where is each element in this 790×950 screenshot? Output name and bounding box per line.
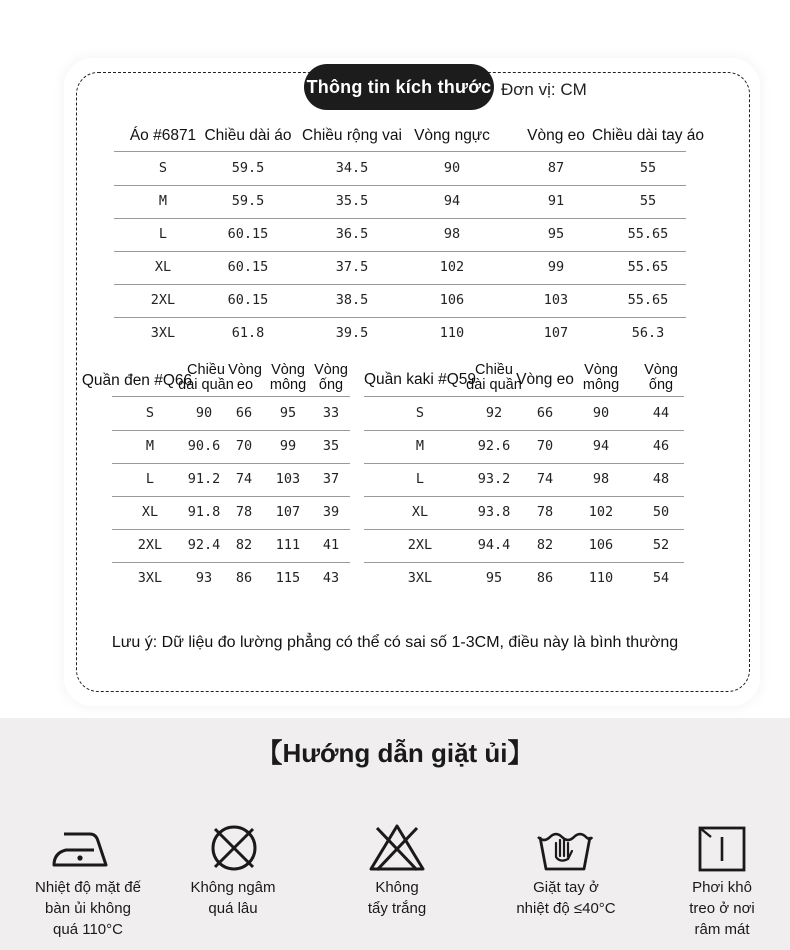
khaki-pants-cell: 2XL (407, 537, 433, 553)
care-title: 【Hướng dẫn giặt ủi】 (256, 738, 534, 768)
shirt-row-divider (114, 251, 686, 252)
shirt-cell: 38.5 (335, 292, 369, 308)
black-pants-cell: 3XL (137, 570, 163, 586)
shirt-cell: L (158, 226, 168, 242)
iron-110-icon (50, 825, 110, 873)
black-pants-cell: 35 (322, 438, 340, 454)
shirt-cell: 55 (639, 160, 657, 176)
shirt-cell: 37.5 (335, 259, 369, 275)
shirt-cell: M (158, 193, 168, 209)
khaki-pants-cell: 93.8 (477, 504, 511, 520)
khaki-pants-header-2: Vòng eo (516, 371, 574, 388)
shirt-cell: 94 (443, 193, 461, 209)
shirt-header-4: Vòng eo (527, 127, 585, 144)
shirt-header-divider (114, 151, 686, 152)
shirt-cell: XL (154, 259, 172, 275)
shirt-header-5: Chiều dài tay áo (591, 127, 705, 144)
care-label-iron-110: Nhiệt độ mặt đế bàn ủi không quá 110°C (35, 879, 141, 938)
khaki-pants-cell: 90 (592, 405, 610, 421)
black-pants-row-divider (112, 562, 350, 563)
care-label-hand-wash-40: Giặt tay ở nhiệt độ ≤40°C (516, 879, 616, 917)
black-pants-cell: L (145, 471, 155, 487)
black-pants-cell: 39 (322, 504, 340, 520)
shirt-cell: 55.65 (627, 292, 669, 308)
khaki-pants-cell: 46 (652, 438, 670, 454)
khaki-pants-cell: 66 (536, 405, 554, 421)
khaki-pants-cell: 92.6 (477, 438, 511, 454)
do-not-bleach-icon (367, 822, 427, 874)
black-pants-header-2: Vòng eo (228, 362, 262, 393)
measurement-note: Lưu ý: Dữ liệu đo lường phẳng có thể có sai số 1-3CM, điều này là bình thường (111, 634, 679, 651)
shirt-cell: 56.3 (631, 325, 665, 341)
shirt-header-1: Chiều dài áo (204, 127, 292, 144)
shirt-cell: 61.8 (231, 325, 265, 341)
khaki-pants-cell: 44 (652, 405, 670, 421)
khaki-pants-cell: 74 (536, 471, 554, 487)
shirt-cell: 2XL (150, 292, 176, 308)
black-pants-row-divider (112, 430, 350, 431)
shirt-cell: 60.15 (227, 226, 269, 242)
khaki-pants-cell: 93.2 (477, 471, 511, 487)
khaki-pants-header-0: Quần kaki #Q59 (363, 371, 476, 388)
black-pants-cell: 37 (322, 471, 340, 487)
size-info-title: Thông tin kích thước (304, 64, 494, 110)
black-pants-cell: 90.6 (187, 438, 221, 454)
shirt-cell: 98 (443, 226, 461, 242)
care-label-do-not-bleach: Không tẩy trắng (367, 879, 427, 917)
shirt-cell: 34.5 (335, 160, 369, 176)
care-label-do-not-soak: Không ngâm quá lâu (190, 879, 276, 917)
shirt-cell: 110 (439, 325, 465, 341)
black-pants-cell: 86 (235, 570, 253, 586)
black-pants-cell: 90 (195, 405, 213, 421)
khaki-pants-cell: 52 (652, 537, 670, 553)
khaki-pants-cell: 106 (588, 537, 614, 553)
black-pants-cell: XL (141, 504, 159, 520)
black-pants-cell: 95 (279, 405, 297, 421)
shirt-cell: 35.5 (335, 193, 369, 209)
care-label-line-dry-shade: Phơi khô treo ở nơi râm mát (689, 879, 755, 938)
black-pants-cell: 91.8 (187, 504, 221, 520)
khaki-pants-header-1: Chiều dài quần (466, 362, 522, 393)
khaki-pants-cell: 50 (652, 504, 670, 520)
shirt-cell: 102 (439, 259, 465, 275)
shirt-row-divider (114, 284, 686, 285)
shirt-cell: 55 (639, 193, 657, 209)
black-pants-cell: M (145, 438, 155, 454)
khaki-pants-cell: 54 (652, 570, 670, 586)
khaki-pants-row-divider (364, 529, 684, 530)
shirt-header-2: Chiều rộng vai (302, 127, 402, 144)
khaki-pants-cell: 70 (536, 438, 554, 454)
black-pants-cell: 92.4 (187, 537, 221, 553)
khaki-pants-cell: 98 (592, 471, 610, 487)
shirt-cell: 60.15 (227, 259, 269, 275)
shirt-cell: 36.5 (335, 226, 369, 242)
black-pants-cell: 107 (275, 504, 301, 520)
black-pants-header-1: Chiều dài quần (178, 362, 234, 393)
khaki-pants-row-divider (364, 496, 684, 497)
black-pants-cell: 82 (235, 537, 253, 553)
shirt-cell: 59.5 (231, 160, 265, 176)
khaki-pants-cell: XL (411, 504, 429, 520)
khaki-pants-cell: 3XL (407, 570, 433, 586)
black-pants-header-3: Vòng mông (269, 362, 307, 393)
khaki-pants-row-divider (364, 463, 684, 464)
khaki-pants-header-divider (364, 396, 684, 397)
black-pants-cell: 115 (275, 570, 301, 586)
black-pants-cell: 66 (235, 405, 253, 421)
shirt-cell: 90 (443, 160, 461, 176)
shirt-cell: 91 (547, 193, 565, 209)
black-pants-cell: 33 (322, 405, 340, 421)
shirt-cell: 55.65 (627, 259, 669, 275)
black-pants-cell: S (145, 405, 155, 421)
shirt-cell: 3XL (150, 325, 176, 341)
khaki-pants-cell: 82 (536, 537, 554, 553)
black-pants-cell: 41 (322, 537, 340, 553)
hand-wash-40-icon (534, 823, 596, 873)
shirt-header-3: Vòng ngực (414, 127, 490, 144)
black-pants-row-divider (112, 529, 350, 530)
black-pants-header-4: Vòng ống (314, 362, 348, 393)
khaki-pants-cell: 110 (588, 570, 614, 586)
shirt-header-0: Áo #6871 (129, 127, 197, 144)
black-pants-cell: 78 (235, 504, 253, 520)
shirt-cell: S (158, 160, 168, 176)
black-pants-cell: 99 (279, 438, 297, 454)
black-pants-row-divider (112, 463, 350, 464)
black-pants-cell: 70 (235, 438, 253, 454)
shirt-cell: 106 (439, 292, 465, 308)
line-dry-shade-icon (697, 825, 747, 873)
khaki-pants-cell: 86 (536, 570, 554, 586)
black-pants-cell: 91.2 (187, 471, 221, 487)
shirt-row-divider (114, 317, 686, 318)
khaki-pants-cell: 92 (485, 405, 503, 421)
black-pants-cell: 2XL (137, 537, 163, 553)
shirt-cell: 99 (547, 259, 565, 275)
shirt-cell: 39.5 (335, 325, 369, 341)
black-pants-cell: 93 (195, 570, 213, 586)
shirt-cell: 59.5 (231, 193, 265, 209)
khaki-pants-cell: 95 (485, 570, 503, 586)
black-pants-header-0: Quần đen #Q66 (81, 372, 193, 389)
shirt-cell: 103 (543, 292, 569, 308)
black-pants-cell: 74 (235, 471, 253, 487)
khaki-pants-cell: 94.4 (477, 537, 511, 553)
khaki-pants-cell: M (415, 438, 425, 454)
shirt-cell: 60.15 (227, 292, 269, 308)
khaki-pants-header-4: Vòng ống (644, 362, 678, 393)
khaki-pants-cell: 102 (588, 504, 614, 520)
shirt-cell: 107 (543, 325, 569, 341)
black-pants-cell: 43 (322, 570, 340, 586)
shirt-cell: 95 (547, 226, 565, 242)
khaki-pants-row-divider (364, 430, 684, 431)
khaki-pants-header-3: Vòng mông (582, 362, 620, 393)
khaki-pants-cell: 78 (536, 504, 554, 520)
do-not-soak-icon (205, 822, 263, 874)
shirt-cell: 55.65 (627, 226, 669, 242)
khaki-pants-cell: S (415, 405, 425, 421)
black-pants-cell: 103 (275, 471, 301, 487)
shirt-row-divider (114, 218, 686, 219)
black-pants-header-divider (112, 396, 350, 397)
shirt-cell: 87 (547, 160, 565, 176)
unit-label: Đơn vị: CM (501, 80, 587, 99)
khaki-pants-row-divider (364, 562, 684, 563)
khaki-pants-cell: L (415, 471, 425, 487)
black-pants-cell: 111 (275, 537, 301, 553)
khaki-pants-cell: 94 (592, 438, 610, 454)
khaki-pants-cell: 48 (652, 471, 670, 487)
black-pants-row-divider (112, 496, 350, 497)
shirt-row-divider (114, 185, 686, 186)
